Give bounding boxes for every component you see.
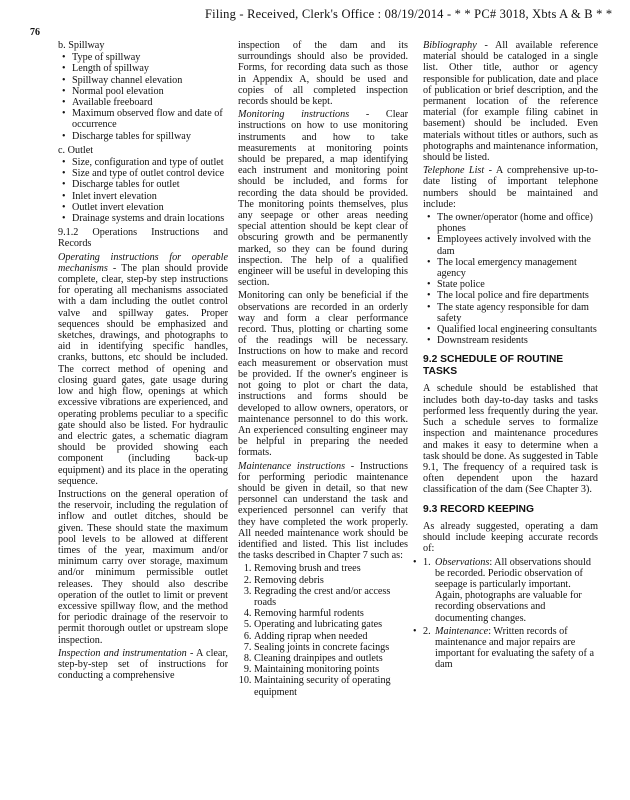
list-item: • Size, configuration and type of outlet <box>72 157 228 168</box>
paragraph-body: - The plan should provide complete, clear, step-by step instructions for operating all mechanisms associated with a dam including the outlet control valve and spillway gates. Proper sequences should be emphasized and sketches, drawings, and photographs to aid in identifying specific handles, cranks, buttons, etc should be included. The correct method of opening and closing guard gates, gate usage during low and high flow, openings at which excessive vibrations are experienced, and operating problems peculiar to a specific gate should also be listed. For hydraulic and electric gates, a schematic diagram should be provided showing each component (including back-up equipment) and its place in the operating sequence. <box>58 262 228 487</box>
paragraph-body: - A clear, step-by-step set of instructions for conducting a comprehensive <box>58 647 228 682</box>
list-item: • Maximum observed flow and date of occurrence <box>72 108 228 130</box>
paragraph-body: - All available reference material should be cataloged in a single list. Other title, author or agency responsible for publication, date and place of publication or brief description, and the permanent location of the reference material (for example filing cabinet in basement) should be included. Even materials without titles or authors, such as photographs and maintenance information, should be listed. <box>423 40 598 164</box>
list-item: • Type of spillway <box>72 52 228 63</box>
spillway-label: b. Spillway <box>58 40 105 51</box>
column-2 <box>238 40 408 701</box>
list-item: 7. Sealing joints in concrete facings <box>254 642 408 653</box>
list-item: • Length of spillway <box>72 63 228 74</box>
list-item: • Normal pool elevation <box>72 86 228 97</box>
list-item: • The state agency responsible for dam safety <box>437 302 598 324</box>
list-item: 2. Removing debris <box>254 575 408 586</box>
list-item <box>423 626 598 671</box>
maintenance-instructions-paragraph <box>238 461 408 562</box>
page-number: 76 <box>30 27 40 38</box>
telephone-list-paragraph <box>423 165 598 210</box>
item-lead: Maintenance <box>435 625 489 637</box>
item-number: • 1. <box>423 556 431 568</box>
list-item: • Discharge tables for outlet <box>72 179 228 190</box>
record-keeping-paragraph: As already suggested, operating a dam should include keeping accurate records of: <box>423 521 598 555</box>
list-item: • Drainage systems and drain locations <box>72 213 228 224</box>
records-list <box>423 557 598 671</box>
list-item: • Outlet invert elevation <box>72 202 228 213</box>
spillway-list <box>58 52 228 142</box>
monitoring-records-paragraph: Monitoring can only be beneficial if the observations are recorded in an orderly way and form a clear performance record. Thus, plotting or charting some of the readings will be necessary. Instructions on how to make and record each measurement or observation must be provided. If the owner's engineer is not going to plot or chart the data, instructions and forms should be developed to allow owners, operators, or maintenance personnel to do this work. An experienced consulting engineer may be helpful in preparing the needed formats. <box>238 290 408 459</box>
item-body: : Written records of maintenance and major repairs are important for evaluating the safety of a dam <box>435 625 594 671</box>
item-body: : All observations should be recorded. Periodic observation of seepage is particularly important. Again, photographs are valuable for recording observations and documenting changes. <box>435 556 591 624</box>
inspection-continued-paragraph: inspection of the dam and its surroundings should also be provided. Forms, for recording data such as those in Appendix A, should be used and copies of all completed inspection records should be kept. <box>238 40 408 108</box>
list-item: • Size and type of outlet control device <box>72 168 228 179</box>
item-text <box>435 626 598 671</box>
bibliography-paragraph <box>423 40 598 163</box>
list-item: • The owner/operator (home and office) phones <box>437 212 598 234</box>
monitoring-instructions-lead: Monitoring instructions <box>238 109 350 121</box>
outlet-label: c. Outlet <box>58 144 94 156</box>
monitoring-instructions-paragraph <box>238 109 408 288</box>
bibliography-lead: Bibliography <box>423 40 477 51</box>
maintenance-task-list <box>238 563 408 697</box>
operating-instructions-paragraph <box>58 252 228 487</box>
list-item: • Available freeboard <box>72 97 228 108</box>
list-item: 3. Regrading the crest and/or access roads <box>254 586 408 608</box>
filing-header: Filing - Received, Clerk's Office : 08/19/2014 - * * PC# 3018, Xbts A & B * * <box>205 7 613 21</box>
list-item: • The local police and fire departments <box>437 290 598 301</box>
reservoir-operation-paragraph: Instructions on the general operation of the reservoir, including the regulation of inflow and outlet ditches, should be given. These should state the maximum pool levels to be allowed at different times of the year, maximum and/or minimum carry over storage, maximum and/or minimum permissible outlet releases. They should also describe operation of the outlet to limit or prevent excessive spillway flow, and the method for periodic drainage of the reservoir to permit thorough outlet or upstream slope inspection. <box>58 488 228 646</box>
list-item: 8. Cleaning drainpipes and outlets <box>254 653 408 664</box>
list-item <box>423 557 598 624</box>
item-lead: Observations <box>435 556 490 568</box>
section-title-9-2: 9.2 SCHEDULE OF ROUTINE TASKS <box>423 354 564 377</box>
list-item: 9. Maintaining monitoring points <box>254 664 408 675</box>
list-item: • The local emergency management agency <box>437 257 598 279</box>
paragraph-body: - A comprehensive up-to-date listing of important telephone numbers should be maintained and include: <box>423 165 598 210</box>
list-item: 6. Adding riprap when needed <box>254 631 408 642</box>
telephone-list <box>423 212 598 346</box>
operating-instructions-lead: Operating instructions for operable mechanisms <box>58 251 228 274</box>
list-item: • Discharge tables for spillway <box>72 131 228 142</box>
column-3 <box>423 40 598 674</box>
maintenance-instructions-lead: Maintenance instructions <box>238 460 346 472</box>
inspection-paragraph <box>58 648 228 682</box>
inspection-lead: Inspection and instrumentation <box>58 647 187 659</box>
list-item: • Qualified local engineering consultants <box>437 324 598 335</box>
list-item: • State police <box>437 279 598 290</box>
column-1 <box>58 40 228 683</box>
schedule-paragraph: A schedule should be established that includes both day-to-day tasks and tasks performed less frequently during the year. Such a schedule serves to formalize inspection and maintenance procedures and makes it easy to determine when a task should be done. As suggested in Table 9.1, The frequency of a required task is often dependent upon the hazard classification of the dam (See Chapter 3). <box>423 383 598 496</box>
item-number: • 2. <box>423 625 431 637</box>
paragraph-body: - Clear instructions on how to use monitoring instruments and how to take measurements at monitoring points should be prepared, a map identifying each instrument and monitoring point should be included, and forms for recording the data should be provided. The monitoring points themselves, plus any seepage or other areas needing special attention should be kept clear of obscuring growth and be permanently marked, so they can be found during inspection. The help of a qualified engineer will be useful in developing this section. <box>238 109 408 289</box>
list-item: • Employees actively involved with the dam <box>437 234 598 256</box>
outlet-list <box>58 157 228 224</box>
section-title-9-3: 9.3 RECORD KEEPING <box>423 503 535 515</box>
list-item: 10. Maintaining security of operating equipment <box>254 675 408 697</box>
list-item: • Downstream residents <box>437 335 598 346</box>
list-item: • Inlet invert elevation <box>72 191 228 202</box>
telephone-list-lead: Telephone List <box>423 165 485 177</box>
list-item: • Spillway channel elevation <box>72 75 228 86</box>
list-item: 5. Operating and lubricating gates <box>254 619 408 630</box>
item-text <box>435 557 598 624</box>
list-item: 4. Removing harmful rodents <box>254 608 408 619</box>
list-item: 1. Removing brush and trees <box>254 563 408 574</box>
paragraph-body: - Instructions for performing periodic maintenance should be given in detail, so that new personnel can understand the task and experienced personnel can verify that they have completed the work properly. All needed maintenance work should be identified and listed. This list includes the tasks described in Chapter 7 such as: <box>238 460 408 562</box>
section-heading-9-1-2: 9.1.2 Operations Instructions and Records <box>58 227 228 250</box>
